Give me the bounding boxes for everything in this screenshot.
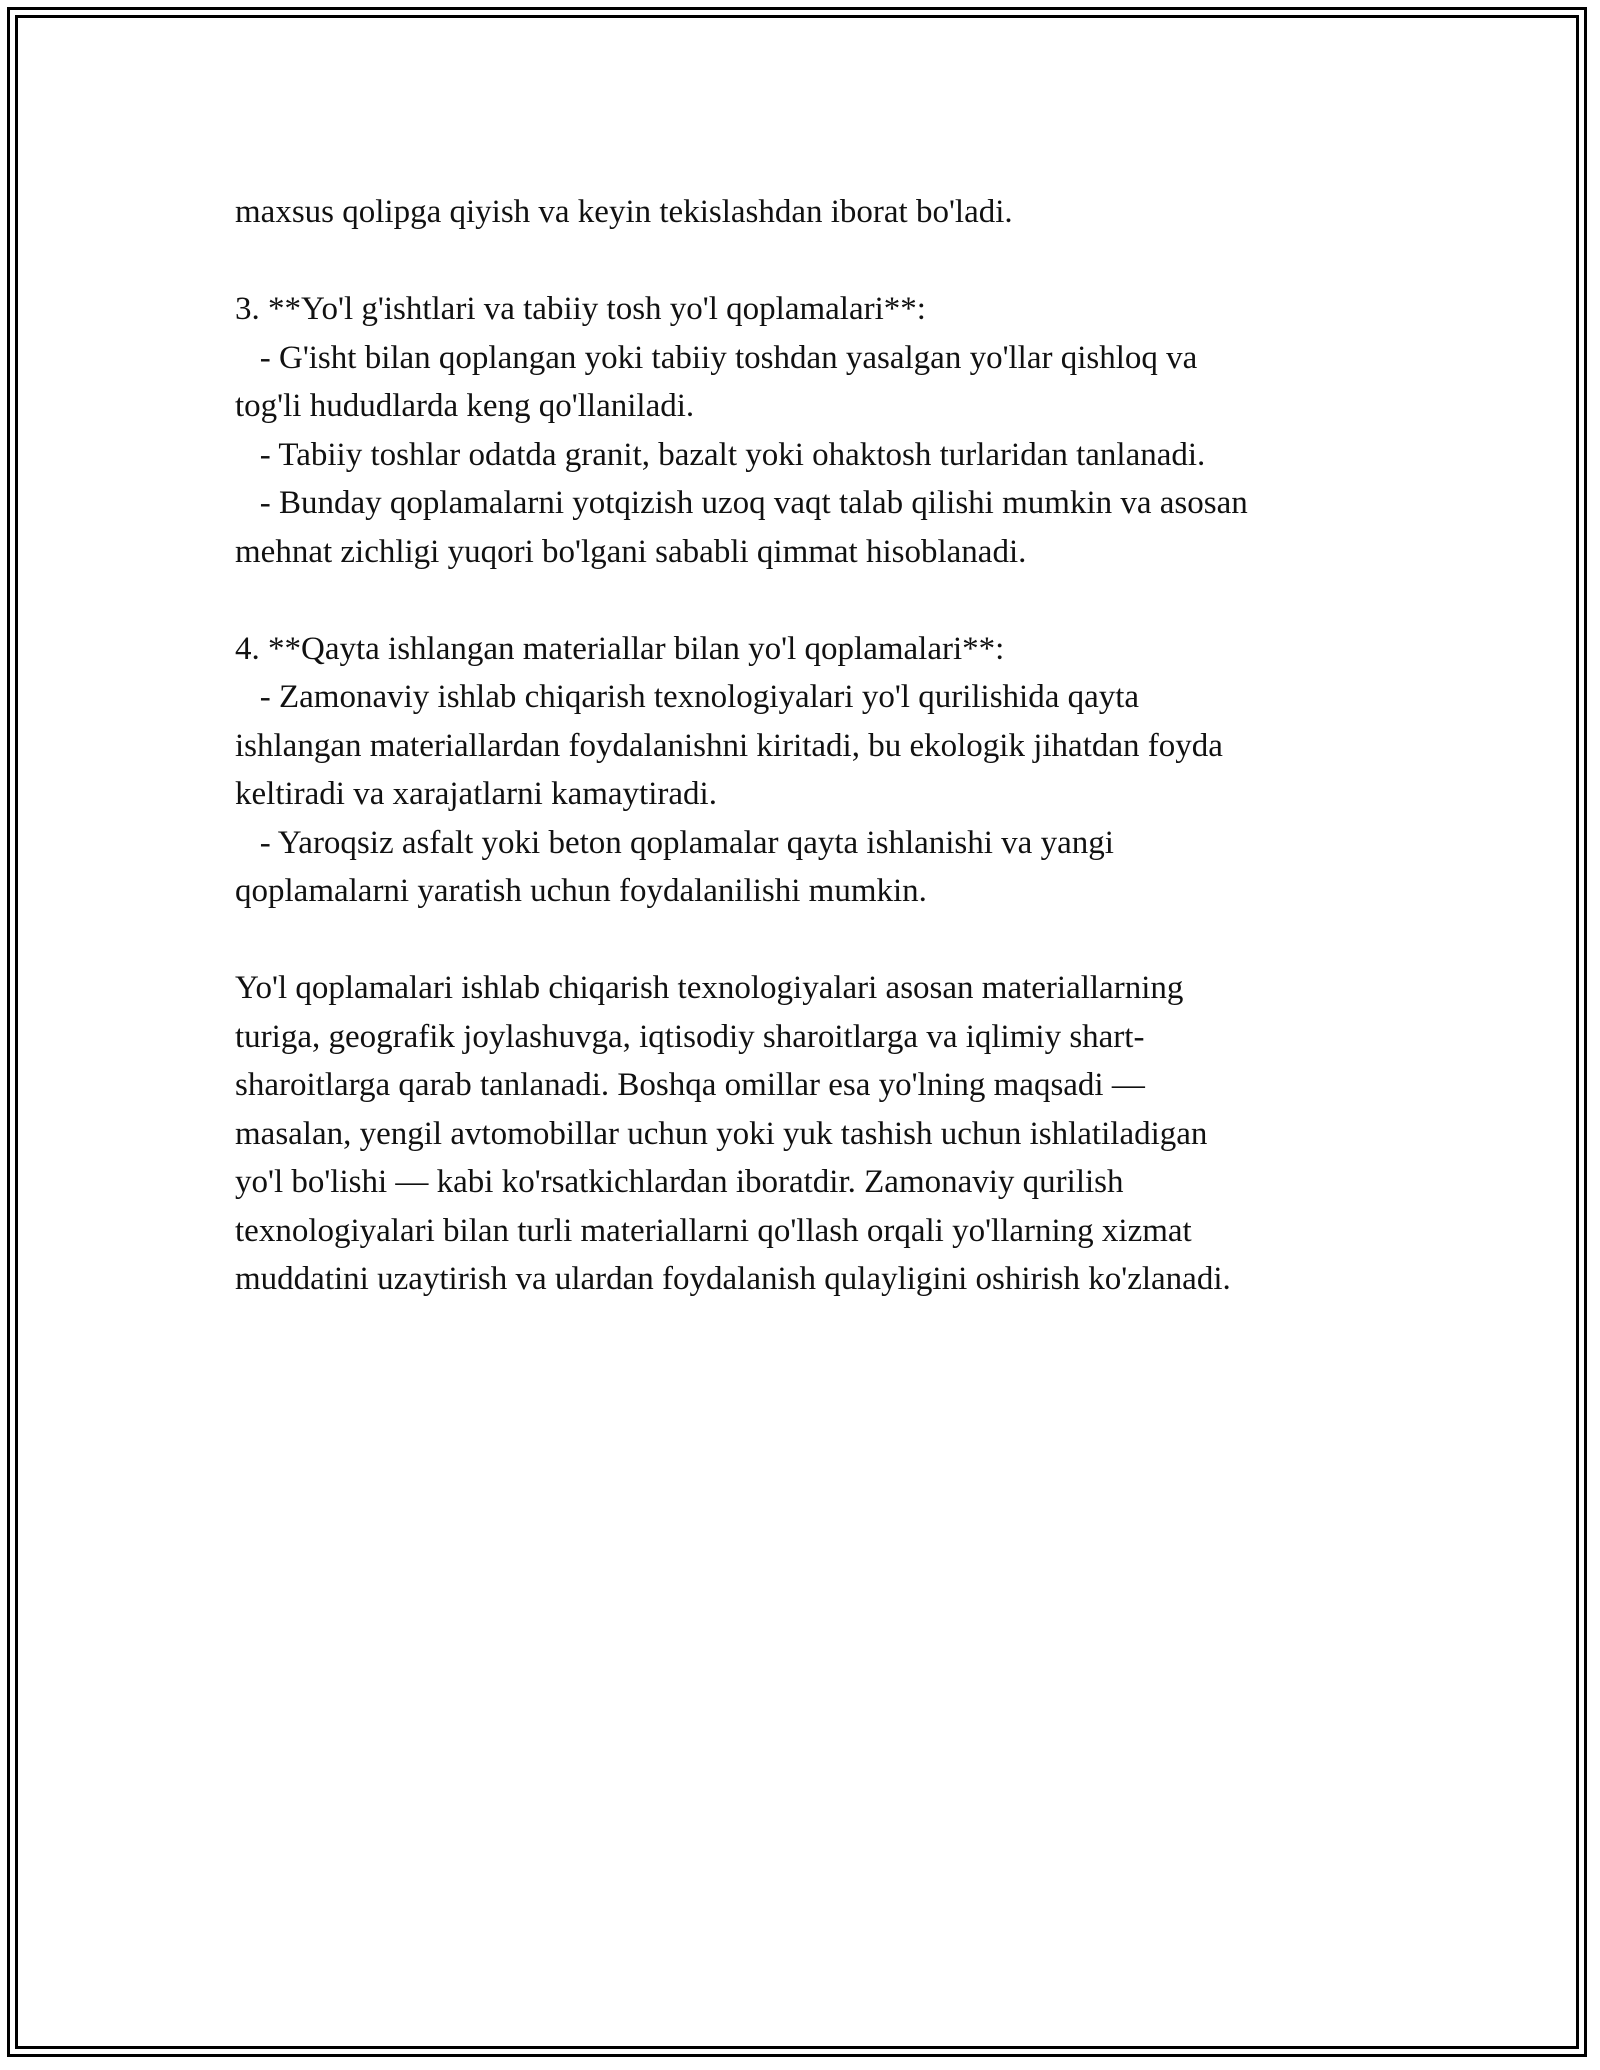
list-item-heading: 3. **Yo'l g'ishtlari va tabiiy tosh yo'l qoplamalari**: (235, 291, 926, 327)
text-line: - Bunday qoplamalarni yotqizish uzoq vaqt talab qilishi mumkin va asosan (235, 485, 1248, 521)
paragraph-gap (235, 916, 1385, 965)
text-line: masalan, yengil avtomobillar uchun yoki yuk tashish uchun ishlatiladigan (235, 1115, 1208, 1152)
text-line: maxsus qolipga qiyish va keyin tekislashdan iborat bo'ladi. (235, 194, 1013, 230)
text-line: keltiradi va xarajatlarni kamaytiradi. (235, 776, 717, 812)
text-line: sharoitlarga qarab tanlanadi. Boshqa omillar esa yo'lning maqsadi — (235, 1067, 1145, 1103)
text-line: - Tabiiy toshlar odatda granit, bazalt yoki ohaktosh turlaridan tanlanadi. (235, 436, 1206, 473)
text-line: mehnat zichligi yuqori bo'lgani sababli qimmat hisoblanadi. (235, 533, 1027, 570)
paragraph-gap (235, 237, 1385, 286)
list-item-heading: 4. **Qayta ishlangan materiallar bilan yo'l qoplamalari**: (235, 630, 1005, 667)
text-line: yo'l bo'lishi — kabi ko'rsatkichlardan iboratdir. Zamonaviy qurilish (235, 1164, 1124, 1200)
text-line: - G'isht bilan qoplangan yoki tabiiy toshdan yasalgan yo'llar qishloq va (235, 339, 1198, 376)
text-line: muddatini uzaytirish va ulardan foydalanish qulayligini oshirish ko'zlanadi. (235, 1261, 1231, 1297)
list-item-3 (235, 285, 1385, 576)
list-item-4 (235, 625, 1385, 916)
text-line: Yo'l qoplamalari ishlab chiqarish texnologiyalari asosan materiallarning (235, 970, 1184, 1006)
document-body (235, 188, 1385, 1304)
text-line: texnologiyalari bilan turli materiallarni qo'llash orqali yo'llarning xizmat (235, 1212, 1192, 1249)
text-line: ishlangan materiallardan foydalanishni kiritadi, bu ekologik jihatdan foyda (235, 727, 1223, 764)
paragraph-continuation (235, 188, 1385, 237)
text-line: - Zamonaviy ishlab chiqarish texnologiyalari yo'l qurilishida qayta (235, 679, 1140, 715)
text-line: tog'li hududlarda keng qo'llaniladi. (235, 388, 695, 424)
conclusion-paragraph (235, 964, 1385, 1304)
text-line: qoplamalarni yaratish uchun foydalanilishi mumkin. (235, 873, 927, 909)
paragraph-gap (235, 576, 1385, 625)
text-line: - Yaroqsiz asfalt yoki beton qoplamalar qayta ishlanishi va yangi (235, 824, 1114, 861)
text-line: turiga, geografik joylashuvga, iqtisodiy sharoitlarga va iqlimiy shart- (235, 1018, 1145, 1055)
